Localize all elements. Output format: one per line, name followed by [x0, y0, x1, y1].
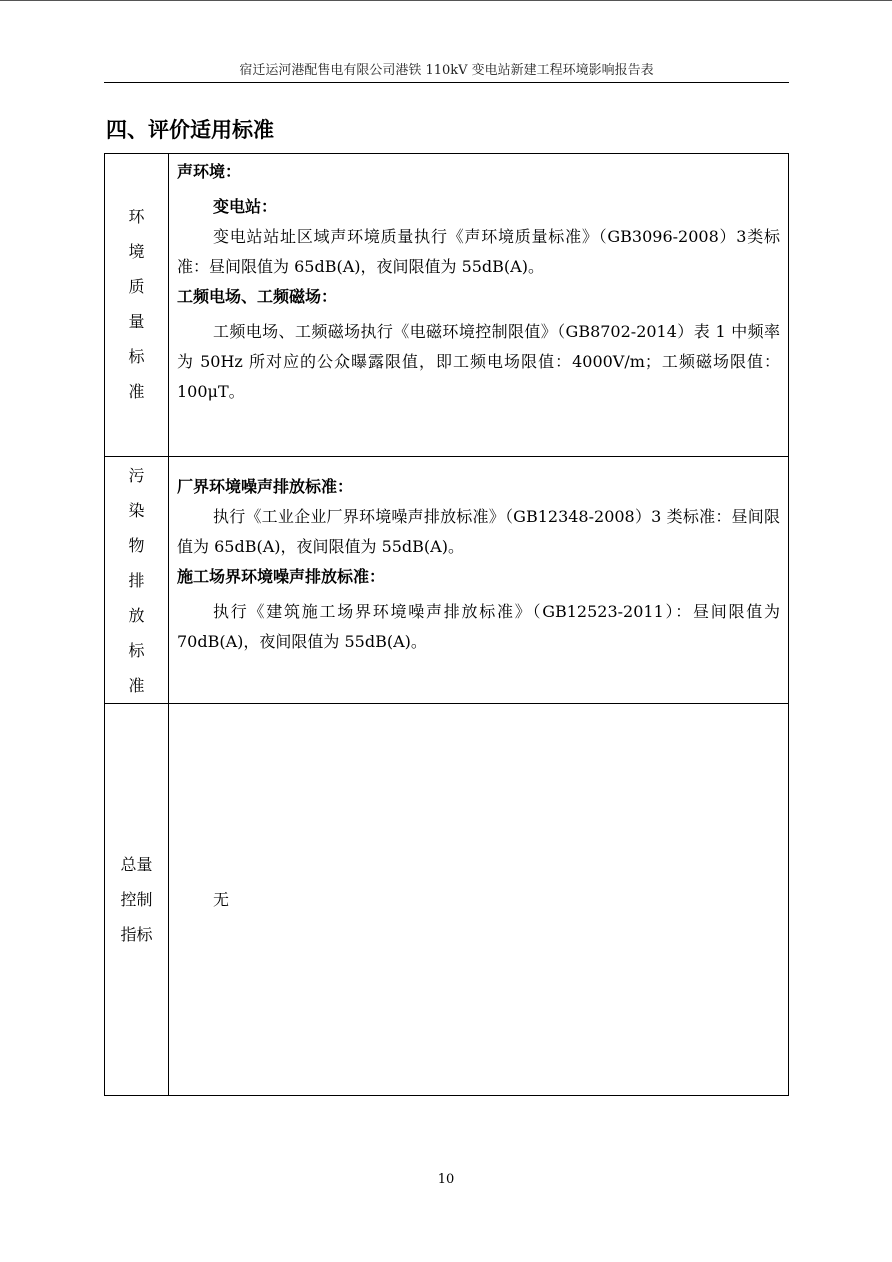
row-content-cell — [169, 154, 788, 456]
row-label: 环境质量标准 — [128, 207, 145, 401]
row-content-text: 无 — [213, 890, 230, 909]
section-title: 四、评价适用标准 — [106, 117, 274, 142]
row-content-cell — [169, 457, 788, 703]
paragraph-heading-boundary-noise: 厂界环境噪声排放标准： — [177, 477, 354, 496]
row-label: 污染物排放标准 — [128, 465, 145, 695]
paragraph-heading-construction-noise: 施工场界环境噪声排放标准： — [177, 567, 386, 586]
page-top-border — [0, 0, 892, 1]
row-label-cell — [105, 457, 169, 703]
paragraph-power-frequency-standard: 工频电场、工频磁场执行《电磁环境控制限值》（GB8702-2014）表 1 中频率为 50Hz 所对应的公众曝露限值，即工频电场限值：4000V/m；工频磁场限值：100μT。 — [177, 322, 780, 401]
paragraph-substation-standard: 变电站站址区域声环境质量执行《声环境质量标准》（GB3096-2008）3类标准：昼间限值为 65dB(A)，夜间限值为 55dB(A)。 — [177, 227, 780, 276]
page-number: 10 — [437, 1172, 455, 1187]
table-row-pollutant-emission — [105, 456, 788, 703]
table-row-total-control — [105, 703, 788, 1095]
paragraph-heading-power-frequency: 工频电场、工频磁场： — [177, 287, 338, 306]
row-label: 总量控制指标 — [120, 855, 153, 944]
row-content-cell — [169, 704, 788, 1095]
header-rule — [104, 82, 789, 83]
table-row-environment-quality — [105, 154, 788, 456]
paragraph-construction-noise-standard: 执行《建筑施工场界环境噪声排放标准》（GB12523-2011）：昼间限值为 70dB(A)，夜间限值为 55dB(A)。 — [177, 602, 780, 651]
row-label-cell — [105, 704, 169, 1095]
paragraph-heading-sound-environment: 声环境： — [177, 162, 242, 181]
paragraph-heading-substation: 变电站： — [213, 197, 278, 216]
standards-table — [104, 153, 789, 1096]
document-header: 宿迁运河港配售电有限公司港铁 110kV 变电站新建工程环境影响报告表 — [239, 63, 654, 78]
paragraph-boundary-noise-standard: 执行《工业企业厂界环境噪声排放标准》（GB12348-2008）3 类标准：昼间限值为 65dB(A)，夜间限值为 55dB(A)。 — [177, 507, 780, 556]
row-label-cell — [105, 154, 169, 456]
